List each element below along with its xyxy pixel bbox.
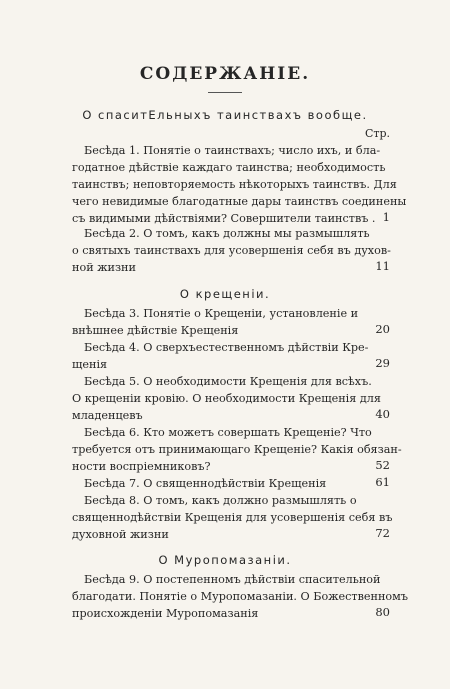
entry-page-number: 40 xyxy=(375,407,390,421)
entry-line: годатное дѣйствіе каждаго таинства; необходимость xyxy=(72,161,386,174)
entry-line: внѣшнее дѣйствіе Крещенія xyxy=(72,324,239,337)
entry-page-number: 52 xyxy=(375,458,390,472)
entry-line: Бесѣда 4. О сверхъестественномъ дѣйствіи Кре- xyxy=(84,341,369,354)
toc-entry xyxy=(72,475,372,492)
entry-line: Бесѣда 5. О необходимости Крещенія для всѣхъ. xyxy=(84,375,372,388)
entry-line: Бесѣда 8. О томъ, какъ должно размышлять о xyxy=(84,494,357,507)
section-heading: О крещеніи. xyxy=(179,287,271,301)
entry-line: чего невидимые благодатные дары таинствъ соединены xyxy=(72,195,407,208)
entry-line: Бесѣда 7. О священнодѣйствіи Крещенія xyxy=(84,477,327,490)
entry-line: младенцевъ xyxy=(72,409,143,422)
section-heading: О спаситЕльныхъ таинствахъ вообще. xyxy=(82,108,368,122)
toc-entry xyxy=(72,142,407,227)
entry-line: священнодѣйствіи Крещенія для усовершенія себя въ xyxy=(72,511,393,524)
toc-entry xyxy=(72,305,372,339)
entry-line: Бесѣда 3. Понятіе о Крещеніи, установленіе и xyxy=(84,307,359,320)
toc-entry xyxy=(72,339,372,373)
entry-line: Бесѣда 6. Кто можетъ совершать Крещеніе? Что xyxy=(84,426,372,439)
entry-line: О крещеніи кровію. О необходимости Крещенія для xyxy=(72,392,381,405)
toc-entry xyxy=(72,373,381,424)
entry-line: духовной жизни xyxy=(72,528,169,541)
entry-line: таинствъ; неповторяемость нѣкоторыхъ таинствъ. Для xyxy=(72,178,397,191)
entry-line: ности воспріемниковъ? xyxy=(72,460,211,473)
entry-line: Бесѣда 2. О томъ, какъ должны мы размышлять xyxy=(84,227,370,240)
entry-line: о святыхъ таинствахъ для усовершенія себя въ духов- xyxy=(72,244,391,257)
entry-line: Бесѣда 1. Понятіе о таинствахъ; число ихъ, и бла- xyxy=(84,144,381,157)
entry-page-number: 72 xyxy=(375,526,390,540)
entry-page-number: 80 xyxy=(375,605,390,619)
section-heading: О Муропомазаніи. xyxy=(158,553,292,567)
entry-page-number: 11 xyxy=(375,259,390,273)
entry-line: требуется отъ принимающаго Крещеніе? Какія обязан- xyxy=(72,443,402,456)
entry-page-number: 61 xyxy=(375,475,390,489)
entry-line: ной жизни xyxy=(72,261,136,274)
entry-page-number: 20 xyxy=(375,322,390,336)
page-column-header: Стр. xyxy=(364,127,390,140)
title-divider xyxy=(208,92,242,93)
entry-line: происхожденіи Муропомазанія xyxy=(72,607,259,620)
entry-page-number: 29 xyxy=(375,356,390,370)
page-title: СОДЕРЖАНІЕ. xyxy=(139,64,311,84)
entry-line: съ видимыми дѣйствіями? Совершители таинствъ . xyxy=(72,212,376,225)
entry-line: благодати. Понятіе о Муропомазаніи. О Божественномъ xyxy=(72,590,408,603)
entry-line: щенія xyxy=(72,358,108,371)
entry-line: Бесѣда 9. О постепенномъ дѣйствіи спасительной xyxy=(84,573,381,586)
entry-page-number: 1 xyxy=(382,210,390,224)
